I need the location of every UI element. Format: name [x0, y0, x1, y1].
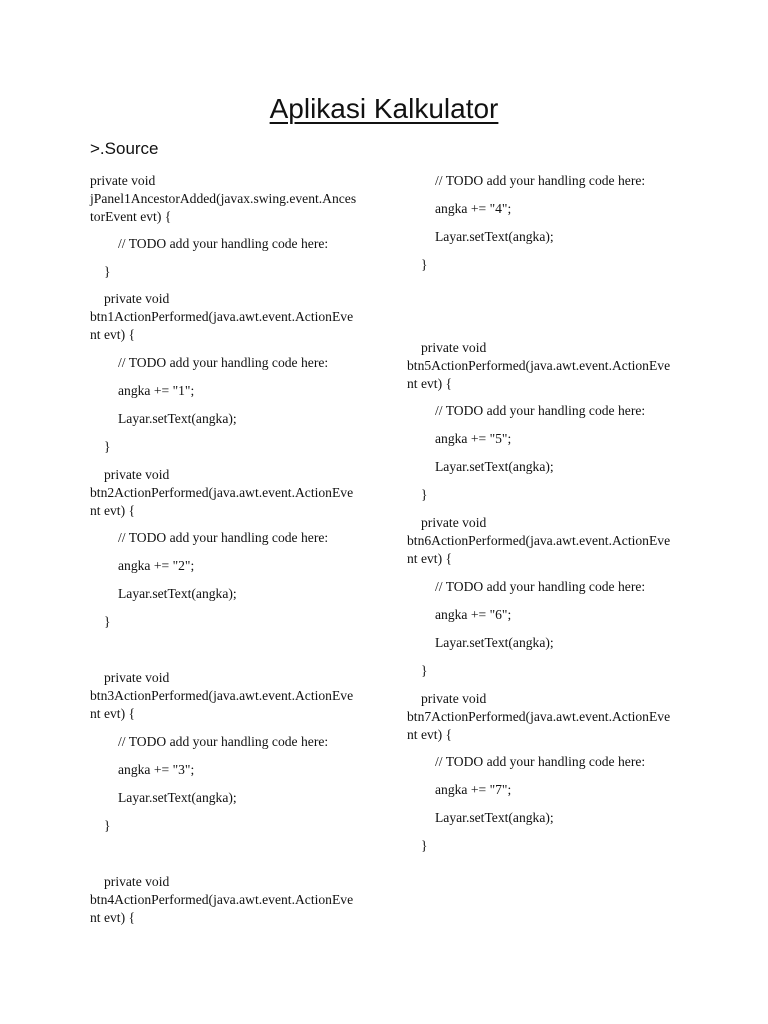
code-line: // TODO add your handling code here:	[118, 236, 329, 251]
code-line: angka += "7";	[435, 782, 512, 797]
code-line: Layar.setText(angka);	[435, 635, 554, 650]
code-line: angka += "2";	[118, 558, 195, 573]
code-line: // TODO add your handling code here:	[435, 754, 646, 769]
code-line: torEvent evt) {	[90, 209, 172, 224]
code-line: Layar.setText(angka);	[435, 459, 554, 474]
document-title	[0, 92, 768, 126]
code-line: }	[104, 439, 111, 454]
code-line: nt evt) {	[407, 376, 453, 391]
code-line: }	[421, 663, 428, 678]
code-line: private void	[421, 340, 487, 355]
code-line: btn2ActionPerformed(java.awt.event.ActionEve	[90, 485, 354, 500]
code-line: Layar.setText(angka);	[118, 411, 237, 426]
code-line: // TODO add your handling code here:	[435, 403, 646, 418]
code-line: jPanel1AncestorAdded(javax.swing.event.Ances	[90, 191, 357, 206]
code-line: angka += "4";	[435, 201, 512, 216]
document-title-text: Aplikasi Kalkulator	[269, 93, 499, 124]
section-heading: >.Source	[90, 139, 159, 158]
code-line: private void	[421, 691, 487, 706]
code-line: // TODO add your handling code here:	[118, 734, 329, 749]
code-line: private void	[104, 291, 170, 306]
code-line: angka += "3";	[118, 762, 195, 777]
code-line: }	[104, 818, 111, 833]
code-line: nt evt) {	[90, 910, 136, 925]
code-line: angka += "5";	[435, 431, 512, 446]
code-line: nt evt) {	[90, 327, 136, 342]
code-line: // TODO add your handling code here:	[435, 173, 646, 188]
code-line: btn5ActionPerformed(java.awt.event.ActionEve	[407, 358, 671, 373]
code-line: Layar.setText(angka);	[435, 229, 554, 244]
code-line: angka += "1";	[118, 383, 195, 398]
code-line: nt evt) {	[90, 706, 136, 721]
code-line: }	[104, 614, 111, 629]
code-line: }	[104, 264, 111, 279]
code-line: private void	[104, 670, 170, 685]
code-line: btn1ActionPerformed(java.awt.event.ActionEve	[90, 309, 354, 324]
code-line: }	[421, 487, 428, 502]
code-line: nt evt) {	[407, 551, 453, 566]
code-line: // TODO add your handling code here:	[118, 355, 329, 370]
code-line: private void	[104, 467, 170, 482]
code-line: }	[421, 257, 428, 272]
code-line: btn4ActionPerformed(java.awt.event.ActionEve	[90, 892, 354, 907]
code-line: btn6ActionPerformed(java.awt.event.ActionEve	[407, 533, 671, 548]
code-line: private void	[421, 515, 487, 530]
code-line: nt evt) {	[407, 727, 453, 742]
code-line: Layar.setText(angka);	[118, 790, 237, 805]
code-line: btn7ActionPerformed(java.awt.event.ActionEve	[407, 709, 671, 724]
code-line: // TODO add your handling code here:	[118, 530, 329, 545]
code-line: Layar.setText(angka);	[118, 586, 237, 601]
code-line: private void	[104, 874, 170, 889]
code-line: angka += "6";	[435, 607, 512, 622]
code-line: }	[421, 838, 428, 853]
code-line: btn3ActionPerformed(java.awt.event.ActionEve	[90, 688, 354, 703]
code-line: private void	[90, 173, 156, 188]
code-line: // TODO add your handling code here:	[435, 579, 646, 594]
code-line: nt evt) {	[90, 503, 136, 518]
code-line: Layar.setText(angka);	[435, 810, 554, 825]
